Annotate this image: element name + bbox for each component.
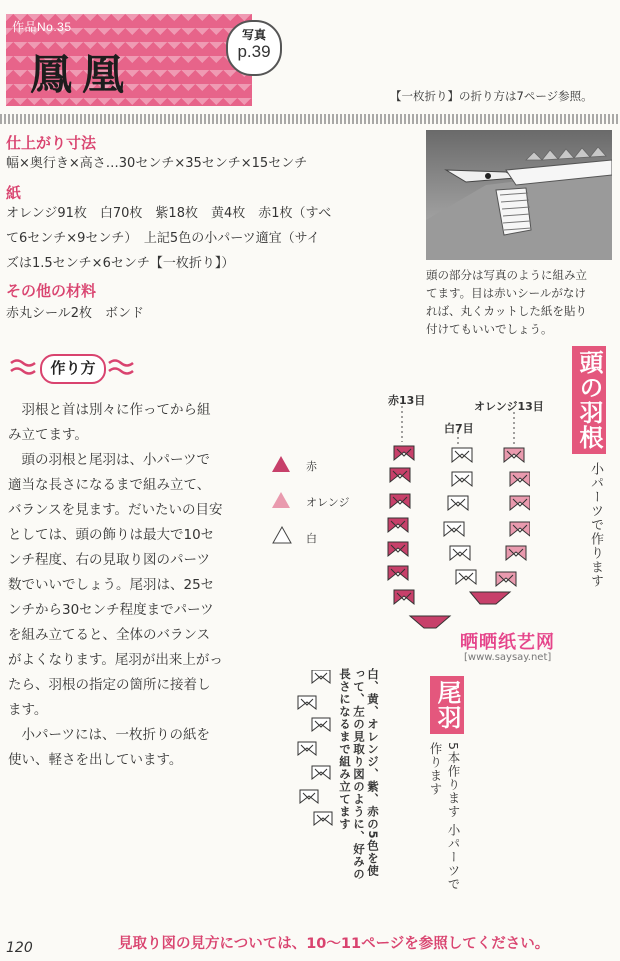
other-materials-heading: その他の材料	[6, 282, 97, 300]
legend-white: 白	[306, 532, 317, 545]
watermark-text: 晒晒纸艺网	[460, 632, 555, 653]
red-triangle-icon	[272, 456, 290, 472]
tail-banner	[430, 676, 464, 734]
work-number: 作品No.35	[12, 20, 72, 34]
howto-badge	[10, 352, 134, 384]
phoenix-head-photo	[426, 130, 612, 260]
photo-caption	[426, 266, 616, 338]
size-text: 幅×奥行き×高さ…30センチ×35センチ×15センチ	[6, 156, 308, 171]
photo-caption-line: 付けてもいいでしょう。	[426, 322, 553, 336]
head-feather-note: 小パーツで作ります	[588, 462, 603, 588]
page-number: 120	[6, 940, 33, 956]
howto-paragraph: 小パーツには、一枚折りの紙を使い、軽さを出しています。	[8, 727, 210, 768]
paper-text-2: て6センチ×9センチ） 上記5色の小パーツ適宜（サイ	[6, 231, 320, 246]
other-materials-text: 赤丸シール2枚 ボンド	[6, 306, 145, 321]
photo-label: 写真	[241, 28, 266, 42]
tail-note: 5本作ります 小パーツで作ります	[428, 742, 461, 891]
guide-lines	[380, 404, 520, 446]
divider	[0, 114, 620, 124]
title-block	[6, 14, 271, 106]
photo-page-badge	[226, 20, 282, 76]
label-orange-13: オレンジ13目	[474, 400, 544, 413]
paper-heading: 紙	[6, 184, 22, 202]
label-red-13: 赤13目	[388, 394, 426, 407]
howto-text	[8, 398, 223, 773]
watermark-url: [www.saysay.net]	[464, 652, 552, 663]
footer-note: 見取り図の見方については、10〜11ページを参照してください。	[118, 936, 550, 952]
photo-caption-line: れば、丸くカットした紙を貼り	[426, 304, 587, 318]
photo-caption-line: てます。目は赤いシールがなけ	[426, 286, 586, 300]
howto-paragraph: 羽根と首は別々に作ってから組み立てます。	[8, 402, 211, 443]
tail-instruction: 白、黄、オレンジ、紫、赤の5色を使って、左の見取り図のように、好みの長さになるまで組み立てます	[338, 668, 380, 881]
wave-decoration-icon	[108, 357, 134, 377]
wave-decoration-icon	[10, 357, 36, 377]
paper-text-1: オレンジ91枚 白70枚 紫18枚 黄4枚 赤1枚（すべ	[6, 206, 332, 221]
page-title: 鳳凰	[30, 50, 135, 99]
head-feather-diagram	[380, 444, 530, 634]
paper-text-3: ズは1.5センチ×6センチ【一枚折り】）	[6, 256, 235, 271]
tail-title: 尾羽	[433, 680, 461, 730]
legend-red: 赤	[306, 460, 317, 473]
howto-label: 作り方	[50, 359, 96, 377]
color-legend	[270, 452, 370, 552]
howto-paragraph: 頭の羽根と尾羽は、小パーツで適当な長さになるまで組み立て、バランスを見ます。だいたいの目安としては、頭の飾りは最大で10センチ程度、右の見取り図のパーツ数でいいでしょう。尾羽は、25センチから30センチ程度までパーツを組み立てると、全体のバランスがよくなります。尾羽が出来上がったら、羽根の指定の箇所に接着します。	[8, 452, 223, 718]
orange-triangle-icon	[272, 492, 290, 508]
fold-reference-note: 【一枚折り】の折り方は7ページ参照。	[390, 89, 593, 103]
tail-diagram	[292, 670, 342, 840]
white-triangle-icon	[272, 526, 292, 544]
photo-caption-line: 頭の部分は写真のように組み立	[426, 268, 587, 282]
head-feather-banner	[572, 346, 606, 454]
label-white-7: 白7目	[444, 422, 474, 435]
head-feather-title: 頭の羽根	[575, 350, 603, 450]
legend-orange: オレンジ	[306, 496, 350, 509]
size-heading: 仕上がり寸法	[6, 134, 97, 152]
photo-page-ref: p.39	[237, 42, 271, 61]
